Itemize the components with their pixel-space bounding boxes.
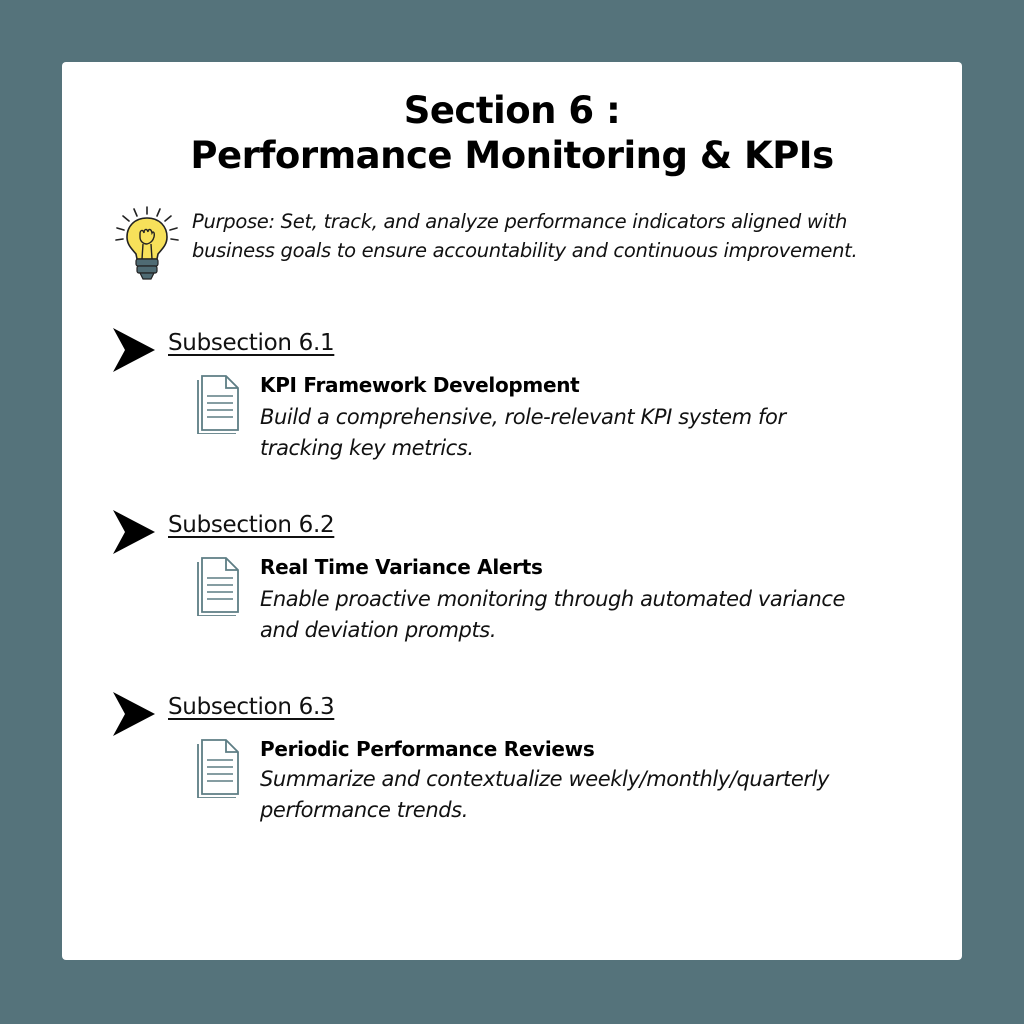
subsection-heading-6-1: Subsection 6.1 [168, 330, 335, 356]
item-description-variance-alerts [260, 584, 930, 646]
item-title-performance-reviews: Periodic Performance Reviews [260, 737, 595, 761]
item-title-kpi-framework: KPI Framework Development [260, 373, 580, 397]
item-title-variance-alerts: Real Time Variance Alerts [260, 555, 543, 579]
document-icon [196, 372, 246, 434]
item-desc-line: and deviation prompts. [260, 618, 497, 642]
arrow-right-icon [113, 692, 155, 736]
section-title-line-1: Section 6 : [403, 89, 621, 132]
arrow-right-icon [113, 510, 155, 554]
arrow-right-icon [113, 328, 155, 372]
document-icon [196, 554, 246, 616]
section-title-line-2: Performance Monitoring & KPIs [190, 134, 834, 177]
lightbulb-icon [112, 204, 182, 284]
item-desc-line: Build a comprehensive, role-relevant KPI system for [260, 405, 786, 429]
item-description-kpi-framework [260, 402, 930, 464]
item-desc-line: tracking key metrics. [260, 436, 474, 460]
document-icon [196, 736, 246, 798]
item-description-performance-reviews [260, 764, 930, 826]
item-desc-line: Enable proactive monitoring through automated variance [260, 587, 846, 611]
subsection-heading-6-2: Subsection 6.2 [168, 512, 335, 538]
section-title [0, 88, 1024, 178]
subsection-heading-6-3: Subsection 6.3 [168, 694, 335, 720]
item-desc-line: performance trends. [260, 798, 468, 822]
purpose-text: Purpose: Set, track, and analyze performance indicators aligned with business goals to ensure accountability and continuous improvement. [192, 210, 858, 262]
item-desc-line: Summarize and contextualize weekly/monthly/quarterly [260, 767, 830, 791]
